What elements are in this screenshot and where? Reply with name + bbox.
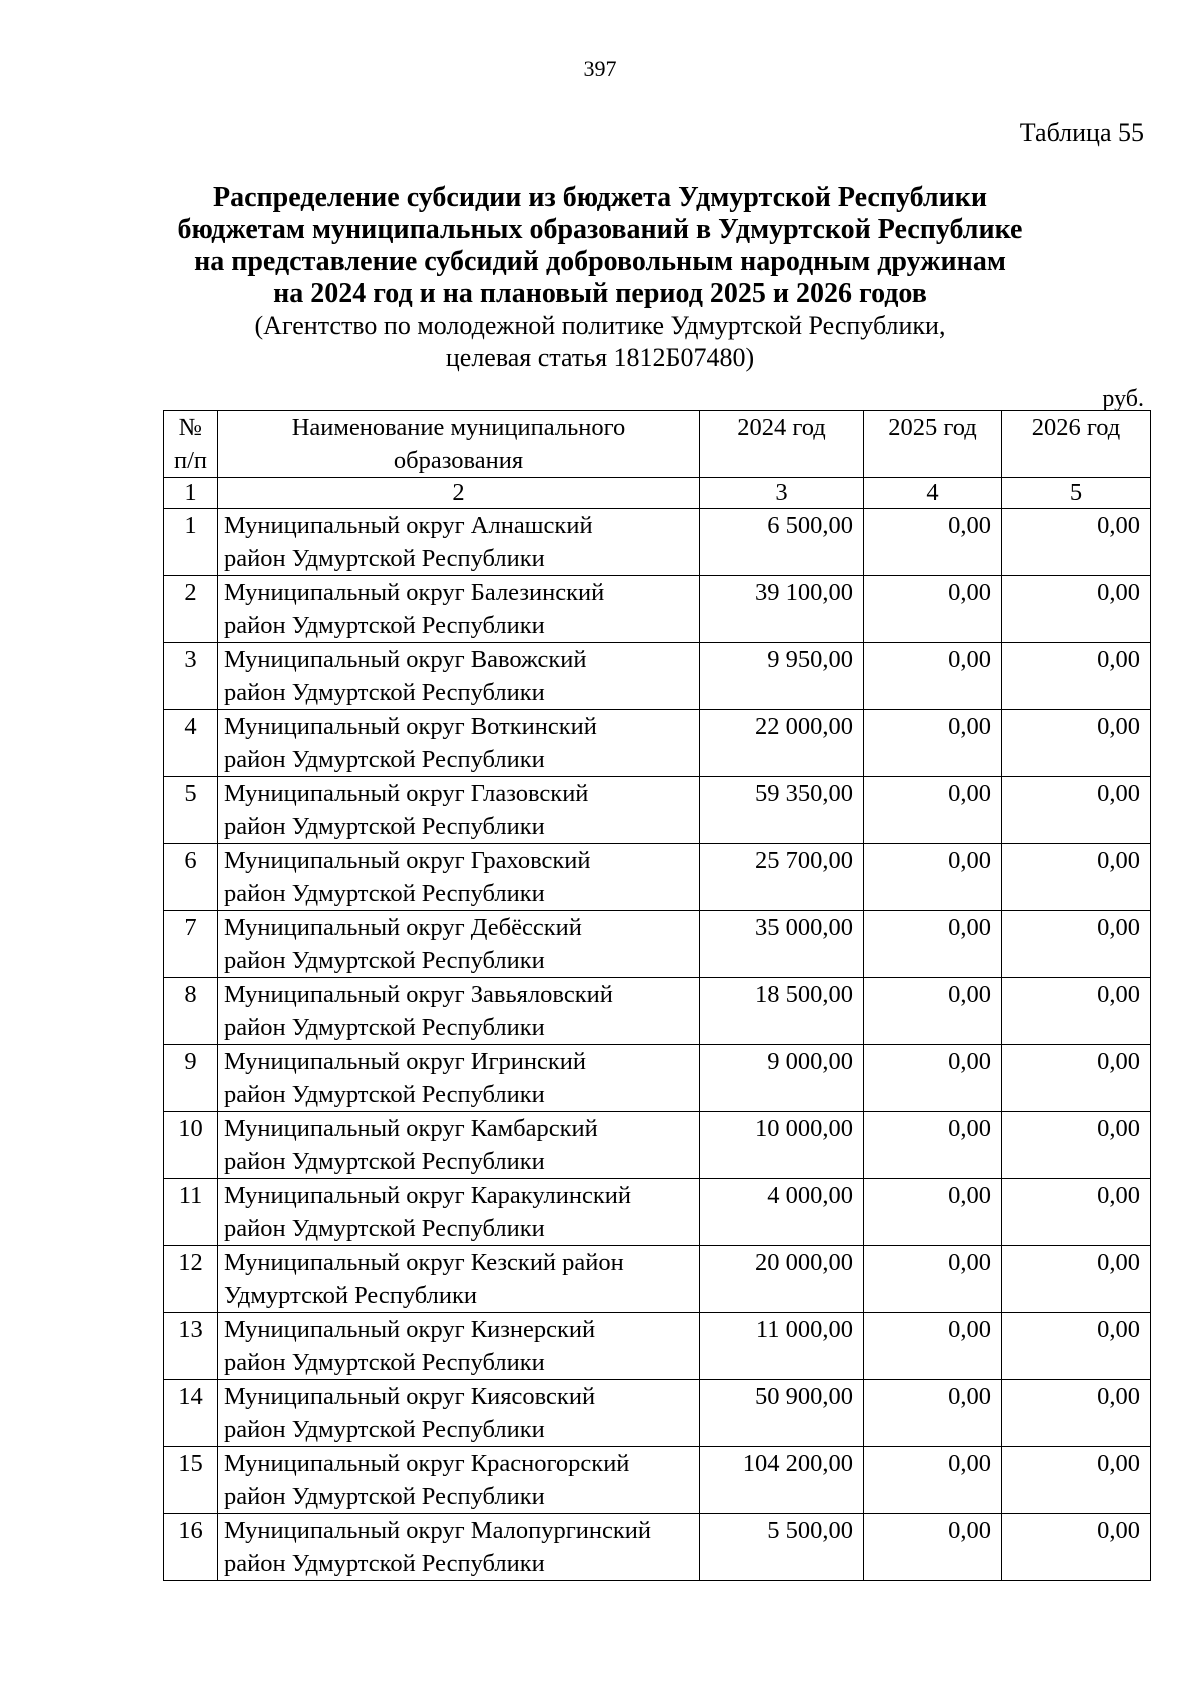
- amount-2026: 0,00: [1002, 710, 1151, 777]
- municipality-name-line1: Муниципальный округ Камбарский: [224, 1115, 598, 1142]
- amount-2025: 0,00: [864, 710, 1002, 777]
- row-number: 13: [164, 1313, 218, 1380]
- municipality-name: [218, 1380, 700, 1447]
- municipality-name: [218, 710, 700, 777]
- municipality-name: [218, 978, 700, 1045]
- header-2025: 2025 год: [864, 411, 1002, 478]
- municipality-name-line1: Муниципальный округ Граховский: [224, 847, 591, 874]
- municipality-name: [218, 1246, 700, 1313]
- column-index-cell: 2: [218, 478, 700, 509]
- amount-2026: 0,00: [1002, 576, 1151, 643]
- municipality-name-line2: район Удмуртской Республики: [224, 1349, 545, 1376]
- row-number: 8: [164, 978, 218, 1045]
- header-row: [164, 411, 1151, 478]
- municipality-name-line2: район Удмуртской Республики: [224, 1550, 545, 1577]
- subtitle-line: целевая статья 1812Б07480): [445, 343, 755, 372]
- amount-2026: 0,00: [1002, 1246, 1151, 1313]
- municipality-name-line2: район Удмуртской Республики: [224, 813, 545, 840]
- municipality-name-line2: район Удмуртской Республики: [224, 880, 545, 907]
- currency-unit: руб.: [1102, 386, 1144, 412]
- municipality-name-line2: район Удмуртской Республики: [224, 1081, 545, 1108]
- row-number: 12: [164, 1246, 218, 1313]
- municipality-name-line1: Муниципальный округ Балезинский: [224, 579, 605, 606]
- municipality-name-line2: район Удмуртской Республики: [224, 1215, 545, 1242]
- municipality-name-line2: район Удмуртской Республики: [224, 612, 545, 639]
- header-2026: 2026 год: [1002, 411, 1151, 478]
- title-line: на представление субсидий добровольным народным дружинам: [194, 246, 1006, 277]
- amount-2025: 0,00: [864, 576, 1002, 643]
- municipality-name: [218, 1313, 700, 1380]
- municipality-name: [218, 1514, 700, 1581]
- table-row: [164, 1514, 1151, 1581]
- column-index-cell: 1: [164, 478, 218, 509]
- amount-2026: 0,00: [1002, 1514, 1151, 1581]
- municipality-name-line1: Муниципальный округ Игринский: [224, 1048, 586, 1075]
- page-number: 397: [583, 56, 617, 81]
- amount-2026: 0,00: [1002, 1045, 1151, 1112]
- subtitle-line: (Агентство по молодежной политике Удмуртской Республики,: [254, 311, 946, 340]
- row-number: 11: [164, 1179, 218, 1246]
- title-line: Распределение субсидии из бюджета Удмуртской Республики: [212, 182, 988, 213]
- table-row: [164, 1313, 1151, 1380]
- header-name-line2: образования: [393, 447, 524, 474]
- table-row: [164, 978, 1151, 1045]
- municipality-name-line1: Муниципальный округ Вавожский: [224, 646, 587, 673]
- municipality-name-line2: район Удмуртской Республики: [224, 1416, 545, 1443]
- row-number: 7: [164, 911, 218, 978]
- document-title: [0, 182, 1200, 374]
- amount-2026: 0,00: [1002, 1112, 1151, 1179]
- row-number: 10: [164, 1112, 218, 1179]
- municipality-name-line1: Муниципальный округ Малопургинский: [224, 1517, 652, 1544]
- municipality-name-line2: район Удмуртской Республики: [224, 746, 545, 773]
- header-name-cell: [218, 411, 700, 478]
- municipality-name-line2: Удмуртской Республики: [224, 1282, 477, 1309]
- municipality-name-line1: Муниципальный округ Красногорский: [224, 1450, 630, 1477]
- title-line: бюджетам муниципальных образований в Удмуртской Республике: [177, 214, 1023, 245]
- municipality-name: [218, 1179, 700, 1246]
- table-row: [164, 911, 1151, 978]
- municipality-name-line1: Муниципальный округ Завьяловский: [224, 981, 613, 1008]
- amount-2024: 6 500,00: [700, 509, 864, 576]
- municipality-name-line2: район Удмуртской Республики: [224, 947, 545, 974]
- subsidy-table: [163, 410, 1151, 1581]
- amount-2024: 9 950,00: [700, 643, 864, 710]
- table-row: [164, 710, 1151, 777]
- amount-2026: 0,00: [1002, 777, 1151, 844]
- column-index-cell: 3: [700, 478, 864, 509]
- municipality-name: [218, 1447, 700, 1514]
- row-number: 1: [164, 509, 218, 576]
- row-number: 9: [164, 1045, 218, 1112]
- amount-2025: 0,00: [864, 1112, 1002, 1179]
- amount-2025: 0,00: [864, 1447, 1002, 1514]
- amount-2024: 11 000,00: [700, 1313, 864, 1380]
- municipality-name: [218, 1045, 700, 1112]
- amount-2024: 39 100,00: [700, 576, 864, 643]
- amount-2026: 0,00: [1002, 1380, 1151, 1447]
- table-row: [164, 1179, 1151, 1246]
- header-num-line1: №: [178, 414, 203, 441]
- row-number: 14: [164, 1380, 218, 1447]
- row-number: 15: [164, 1447, 218, 1514]
- municipality-name-line2: район Удмуртской Республики: [224, 1483, 545, 1510]
- amount-2024: 20 000,00: [700, 1246, 864, 1313]
- header-num-line2: п/п: [173, 447, 208, 474]
- amount-2025: 0,00: [864, 1380, 1002, 1447]
- municipality-name: [218, 1112, 700, 1179]
- table-label: Таблица 55: [1019, 118, 1144, 147]
- row-number: 16: [164, 1514, 218, 1581]
- amount-2024: 25 700,00: [700, 844, 864, 911]
- table-row: [164, 1246, 1151, 1313]
- municipality-name-line1: Муниципальный округ Глазовский: [224, 780, 589, 807]
- amount-2025: 0,00: [864, 509, 1002, 576]
- title-line: на 2024 год и на плановый период 2025 и 2026 годов: [273, 278, 927, 309]
- municipality-name-line2: район Удмуртской Республики: [224, 545, 545, 572]
- header-name-line1: Наименование муниципального: [291, 414, 626, 441]
- municipality-name: [218, 643, 700, 710]
- table-row: [164, 576, 1151, 643]
- amount-2025: 0,00: [864, 1313, 1002, 1380]
- municipality-name-line2: район Удмуртской Республики: [224, 1148, 545, 1175]
- row-number: 5: [164, 777, 218, 844]
- amount-2025: 0,00: [864, 643, 1002, 710]
- municipality-name-line1: Муниципальный округ Воткинский: [224, 713, 597, 740]
- amount-2024: 5 500,00: [700, 1514, 864, 1581]
- amount-2026: 0,00: [1002, 844, 1151, 911]
- municipality-name-line1: Муниципальный округ Кизнерский: [224, 1316, 596, 1343]
- amount-2025: 0,00: [864, 978, 1002, 1045]
- amount-2024: 104 200,00: [700, 1447, 864, 1514]
- row-number: 3: [164, 643, 218, 710]
- amount-2025: 0,00: [864, 1514, 1002, 1581]
- row-number: 4: [164, 710, 218, 777]
- amount-2025: 0,00: [864, 911, 1002, 978]
- municipality-name-line1: Муниципальный округ Каракулинский: [224, 1182, 631, 1209]
- municipality-name: [218, 911, 700, 978]
- table-row: [164, 1380, 1151, 1447]
- municipality-name: [218, 576, 700, 643]
- municipality-name: [218, 509, 700, 576]
- municipality-name-line1: Муниципальный округ Алнашский: [224, 512, 593, 539]
- municipality-name: [218, 777, 700, 844]
- amount-2024: 22 000,00: [700, 710, 864, 777]
- amount-2026: 0,00: [1002, 1447, 1151, 1514]
- table-body: [164, 411, 1151, 1581]
- header-num-cell: [164, 411, 218, 478]
- municipality-name-line2: район Удмуртской Республики: [224, 1014, 545, 1041]
- table-row: [164, 643, 1151, 710]
- amount-2024: 4 000,00: [700, 1179, 864, 1246]
- row-number: 6: [164, 844, 218, 911]
- table-row: [164, 1447, 1151, 1514]
- municipality-name-line1: Муниципальный округ Дебёсский: [224, 914, 582, 941]
- amount-2025: 0,00: [864, 777, 1002, 844]
- amount-2026: 0,00: [1002, 509, 1151, 576]
- amount-2025: 0,00: [864, 1179, 1002, 1246]
- municipality-name-line1: Муниципальный округ Киясовский: [224, 1383, 596, 1410]
- amount-2024: 9 000,00: [700, 1045, 864, 1112]
- municipality-name-line2: район Удмуртской Республики: [224, 679, 545, 706]
- table-row: [164, 1112, 1151, 1179]
- amount-2024: 59 350,00: [700, 777, 864, 844]
- amount-2026: 0,00: [1002, 1179, 1151, 1246]
- row-number: 2: [164, 576, 218, 643]
- amount-2026: 0,00: [1002, 1313, 1151, 1380]
- amount-2025: 0,00: [864, 844, 1002, 911]
- table-row: [164, 844, 1151, 911]
- amount-2026: 0,00: [1002, 643, 1151, 710]
- table-row: [164, 509, 1151, 576]
- municipality-name: [218, 844, 700, 911]
- amount-2024: 35 000,00: [700, 911, 864, 978]
- table-row: [164, 1045, 1151, 1112]
- table-row: [164, 777, 1151, 844]
- column-index-row: [164, 478, 1151, 509]
- amount-2026: 0,00: [1002, 978, 1151, 1045]
- amount-2024: 18 500,00: [700, 978, 864, 1045]
- amount-2025: 0,00: [864, 1246, 1002, 1313]
- amount-2025: 0,00: [864, 1045, 1002, 1112]
- amount-2026: 0,00: [1002, 911, 1151, 978]
- amount-2024: 50 900,00: [700, 1380, 864, 1447]
- column-index-cell: 4: [864, 478, 1002, 509]
- header-2024: 2024 год: [700, 411, 864, 478]
- column-index-cell: 5: [1002, 478, 1151, 509]
- amount-2024: 10 000,00: [700, 1112, 864, 1179]
- municipality-name-line1: Муниципальный округ Кезский район: [224, 1249, 624, 1276]
